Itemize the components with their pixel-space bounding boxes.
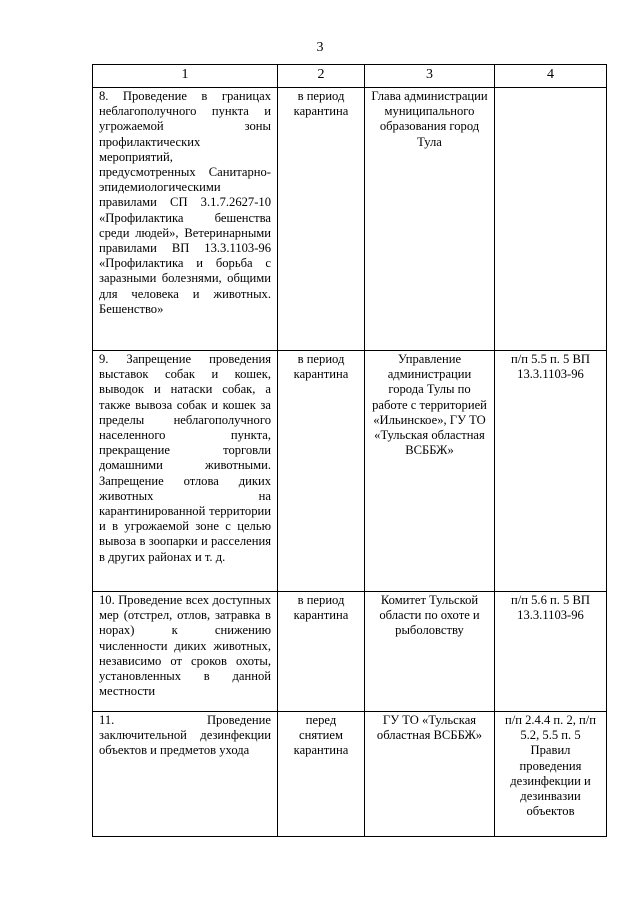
reference-cell (495, 88, 607, 351)
responsible-cell: Комитет Тульской области по охоте и рыболовству (365, 592, 495, 712)
table-header-row (93, 65, 607, 88)
measure-cell: 11. Проведение заключительной дезинфекции объектов и предметов ухода (93, 712, 278, 837)
measures-table (92, 64, 607, 837)
period-cell: в период карантина (278, 351, 365, 592)
table-row (93, 592, 607, 712)
table-row (93, 88, 607, 351)
table-row (93, 712, 607, 837)
table-row (93, 351, 607, 592)
page-number: 3 (316, 40, 324, 55)
responsible-cell: Глава администрации муниципального образования город Тула (365, 88, 495, 351)
measure-cell: 10. Проведение всех доступных мер (отстрел, отлов, затравка в норах) к снижению численности диких животных, независимо от сроков охоты, установленных в данной местности (93, 592, 278, 712)
reference-cell: п/п 2.4.4 п. 2, п/п 5.2, 5.5 п. 5 Правил проведения дезинфекции и дезинвазии объектов (495, 712, 607, 837)
period-cell: в период карантина (278, 88, 365, 351)
column-header: 3 (365, 65, 495, 88)
period-cell: перед снятием карантина (278, 712, 365, 837)
reference-cell: п/п 5.6 п. 5 ВП 13.3.1103-96 (495, 592, 607, 712)
column-header: 4 (495, 65, 607, 88)
responsible-cell: ГУ ТО «Тульская областная ВСББЖ» (365, 712, 495, 837)
measure-cell: 8. Проведение в границах неблагополучного пункта и угрожаемой зоны профилактических мероприятий, предусмотренных Санитарно-эпидемиологическими правилами СП 3.1.7.2627-10 «Профилактика бешенства среди людей», Ветеринарными правилами ВП 13.3.1103-96 «Профилактика и борьба с заразными болезнями, общими для человека и животных. Бешенство» (93, 88, 278, 351)
reference-cell: п/п 5.5 п. 5 ВП 13.3.1103-96 (495, 351, 607, 592)
period-cell: в период карантина (278, 592, 365, 712)
measure-cell: 9. Запрещение проведения выставок собак и кошек, выводок и натаски собак, а также вывоза собак и кошек за пределы неблагополучного населенного пункта, прекращение торговли домашними животными. Запрещение отлова диких животных на карантинированной территории и в угрожаемой зоне с целью вывоза в зоопарки и расселения в других районах и т. д. (93, 351, 278, 592)
column-header: 2 (278, 65, 365, 88)
responsible-cell: Управление администрации города Тулы по работе с территорией «Ильинское», ГУ ТО «Тульская областная ВСББЖ» (365, 351, 495, 592)
column-header: 1 (93, 65, 278, 88)
